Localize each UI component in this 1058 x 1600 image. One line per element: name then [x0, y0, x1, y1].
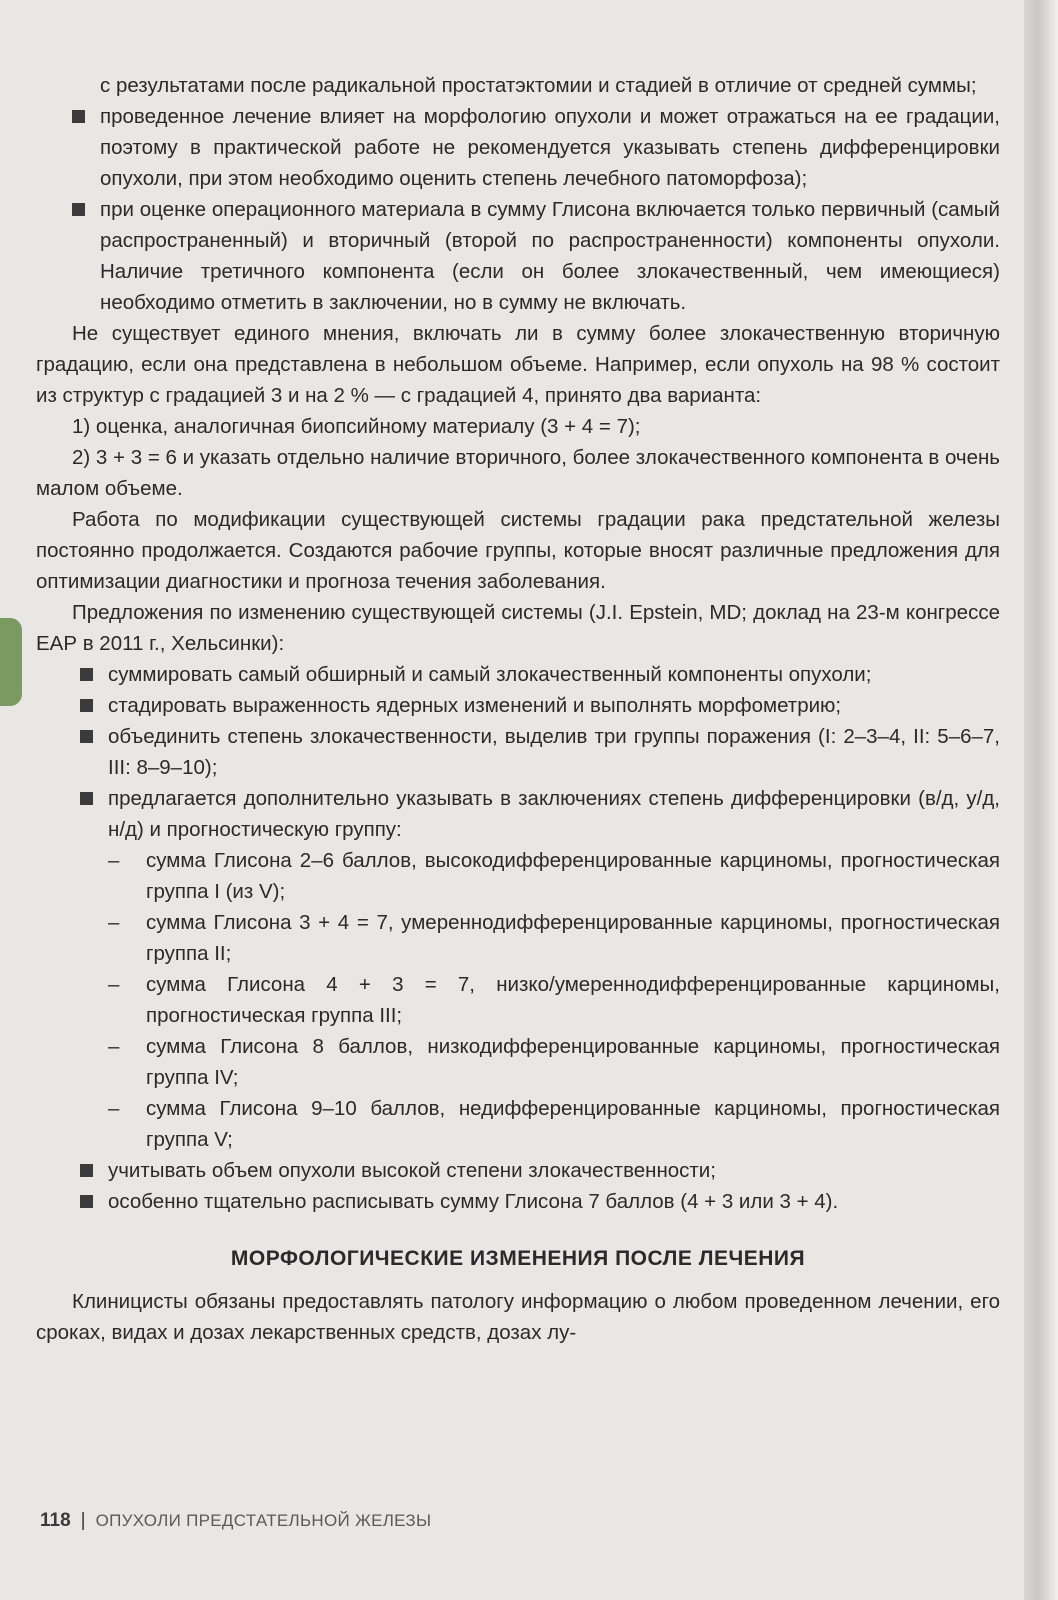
list-item: стадировать выраженность ядерных изменений и выполнять морфометрию;	[36, 690, 1000, 721]
square-bullet-icon	[80, 699, 93, 712]
page-number: 118	[40, 1510, 71, 1531]
paragraph-modification: Работа по модификации существующей системы градации рака предстательной железы постоянно продолжается. Создаются рабочие группы, которые вносят различные предложения для оптимизации диагностики и прогноза течения заболевания.	[36, 508, 1000, 593]
dash-bullet-icon: –	[108, 1097, 120, 1120]
running-title: ОПУХОЛИ ПРЕДСТАТЕЛЬНОЙ ЖЕЛЕЗЫ	[95, 1511, 432, 1530]
option-2: 2) 3 + 3 = 6 и указать отдельно наличие вторичного, более злокачественного компонента в очень малом объеме.	[36, 446, 1000, 500]
square-bullet-icon	[80, 1164, 93, 1177]
dash-list-groups	[36, 845, 1000, 1155]
paragraph-clinicians: Клиницисты обязаны предоставлять патологу информацию о любом проведенном лечении, его сроках, видах и дозах лекарственных средств, дозах лу-	[36, 1290, 1000, 1344]
square-bullet-icon	[80, 1195, 93, 1208]
continuation-text: с результатами после радикальной простатэктомии и стадией в отличие от средней суммы;	[100, 74, 977, 97]
square-bullet-icon	[80, 668, 93, 681]
square-bullet-icon	[72, 203, 85, 216]
paragraph-grading-opinion: Не существует единого мнения, включать ли в сумму более злокачественную вторичную градацию, если она представлена в небольшом объеме. Например, если опухоль на 98 % состоит из структур с градацией 3 и на 2 % — с градацией 4, принято два варианта:	[36, 322, 1000, 407]
list-item: предлагается дополнительно указывать в заключениях степень дифференцировки (в/д, у/д, н/д) и прогностическую группу:	[36, 783, 1000, 845]
dash-bullet-icon: –	[108, 1035, 120, 1058]
section-heading: МОРФОЛОГИЧЕСКИЕ ИЗМЕНЕНИЯ ПОСЛЕ ЛЕЧЕНИЯ	[230, 1247, 806, 1270]
list-item: объединить степень злокачественности, выделив три группы поражения (I: 2–3–4, II: 5–6–7, III: 8–9–10);	[36, 721, 1000, 783]
chapter-tab-marker	[0, 618, 22, 706]
page-footer	[40, 1510, 431, 1532]
option-1: 1) оценка, аналогичная биопсийному материалу (3 + 4 = 7);	[72, 415, 641, 438]
book-page-edge	[1024, 0, 1058, 1600]
list-item: – сумма Глисона 9–10 баллов, недифференцированные карциномы, прогностическая группа V;	[36, 1093, 1000, 1155]
footer-separator: |	[80, 1510, 86, 1531]
list-item: – сумма Глисона 8 баллов, низкодифференцированные карциномы, прогностическая группа IV;	[36, 1031, 1000, 1093]
page-body	[36, 70, 1000, 1348]
square-bullet-icon	[72, 110, 85, 123]
list-item: – сумма Глисона 3 + 4 = 7, умереннодифференцированные карциномы, прогностическая группа II;	[36, 907, 1000, 969]
square-bullet-icon	[80, 792, 93, 805]
dash-bullet-icon: –	[108, 849, 120, 872]
list-item: суммировать самый обширный и самый злокачественный компоненты опухоли;	[36, 659, 1000, 690]
dash-bullet-icon: –	[108, 973, 120, 996]
list-item: – сумма Глисона 4 + 3 = 7, низко/умереннодифференцированные карциномы, прогностическая группа III;	[36, 969, 1000, 1031]
bullet-list-proposals	[36, 659, 1000, 845]
list-item: учитывать объем опухоли высокой степени злокачественности;	[36, 1155, 1000, 1186]
list-item: при оценке операционного материала в сумму Глисона включается только первичный (самый распространенный) и вторичный (второй по распространенности) компоненты опухоли. Наличие третичного компонента (если он более злокачественный, чем имеющиеся) необходимо отметить в заключении, но в сумму не включать.	[36, 194, 1000, 318]
paragraph-proposals: Предложения по изменению существующей системы (J.I. Epstein, MD; доклад на 23-м конгрессе ЕАР в 2011 г., Хельсинки):	[36, 601, 1000, 655]
dash-bullet-icon: –	[108, 911, 120, 934]
bullet-list-top	[36, 101, 1000, 318]
bullet-list-end	[36, 1155, 1000, 1217]
square-bullet-icon	[80, 730, 93, 743]
list-item: проведенное лечение влияет на морфологию опухоли и может отражаться на ее градации, поэтому в практической работе не рекомендуется указывать степень дифференцировки опухоли, при этом необходимо оценить степень лечебного патоморфоза);	[36, 101, 1000, 194]
list-item: – сумма Глисона 2–6 баллов, высокодифференцированные карциномы, прогностическая группа I (из V);	[36, 845, 1000, 907]
list-item: особенно тщательно расписывать сумму Глисона 7 баллов (4 + 3 или 3 + 4).	[36, 1186, 1000, 1217]
